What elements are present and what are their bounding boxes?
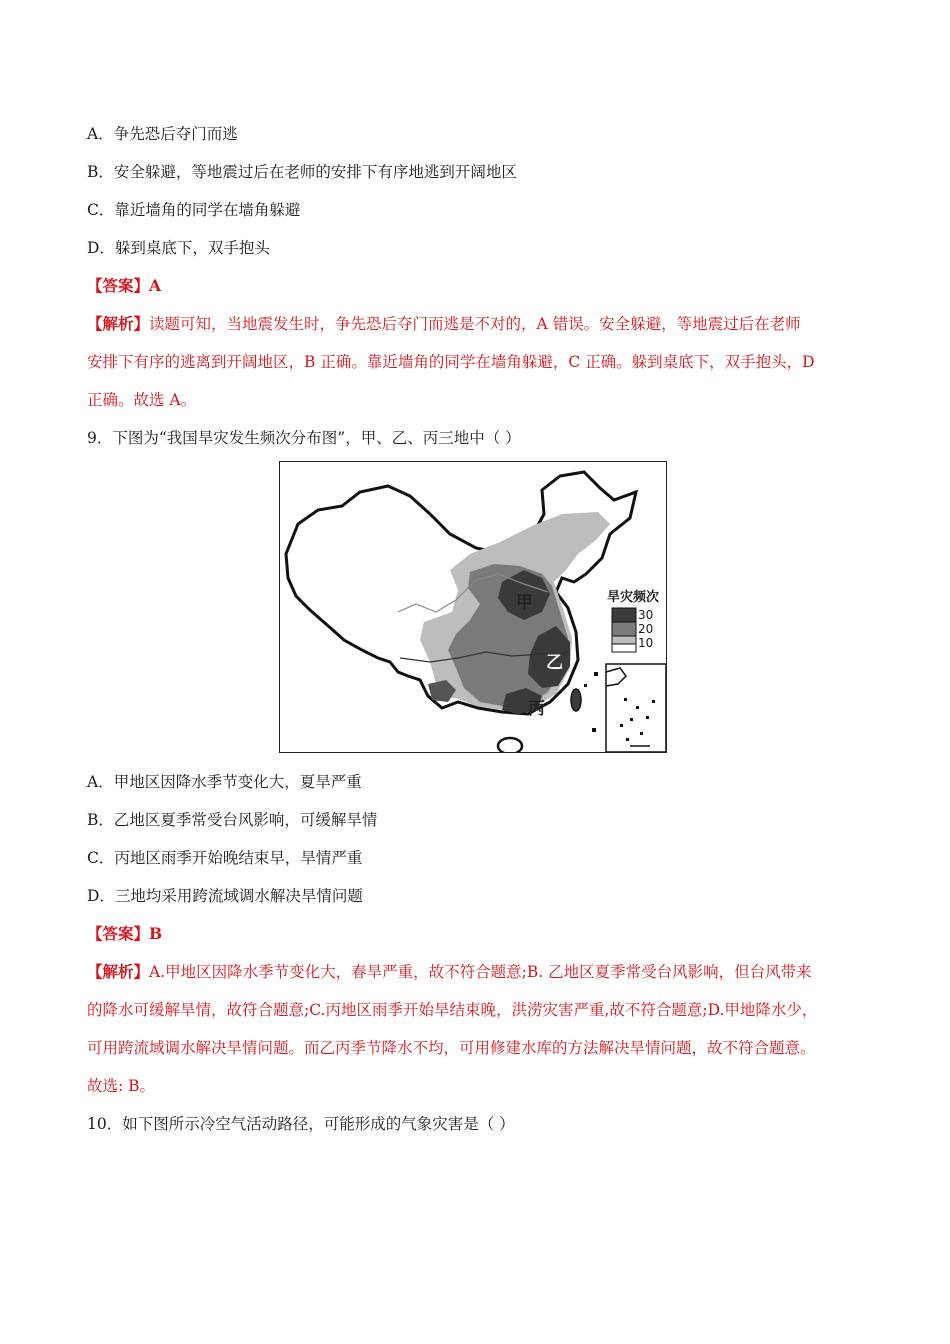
legend-value-30: 30 (638, 608, 654, 622)
q8-option-c: C．靠近墙角的同学在墙角躲避 (87, 201, 301, 219)
taiwan-island (571, 689, 581, 711)
map-label-jia: 甲 (516, 593, 533, 613)
china-map-graphic (280, 462, 666, 752)
legend-box-15 (612, 636, 636, 644)
q9-analysis-line-2: 的降水可缓解旱情，故符合题意;C.丙地区雨季开始旱结束晚，洪涝灾害严重,故不符合题意;D.甲地降水少， (87, 1001, 818, 1019)
q9-analysis-label: 【解析】 (87, 962, 150, 981)
legend-box-30 (612, 608, 636, 622)
outer-islands (584, 672, 598, 732)
q8-analysis-label: 【解析】 (87, 314, 150, 333)
q9-option-d: D．三地均采用跨流域调水解决旱情问题 (87, 887, 363, 905)
q8-answer (87, 274, 161, 296)
legend-box-10 (612, 644, 636, 652)
q9-answer-value: B (149, 924, 163, 943)
drought-frequency-map (279, 461, 667, 753)
hainan-island (498, 738, 522, 752)
q8-answer-value: A (149, 276, 162, 295)
q9-analysis-line-3: 可用跨流域调水解决旱情问题。而乙丙季节降水不均，可用修建水库的方法解决旱情问题，故不符合题意。 (87, 1039, 816, 1057)
q9-option-b: B．乙地区夏季常受台风影响，可缓解旱情 (87, 811, 378, 829)
q8-option-b: B．安全躲避，等地震过后在老师的安排下有序地逃到开阔地区 (87, 163, 517, 181)
q8-option-d: D．躲到桌底下，双手抱头 (87, 239, 270, 257)
q8-answer-label: 【答案】 (87, 276, 150, 295)
q9-stem: 9．下图为“我国旱灾发生频次分布图”，甲、乙、丙三地中（ ） (87, 429, 521, 447)
q8-analysis-line-3: 正确。故选 A。 (87, 391, 197, 409)
q10-stem: 10．如下图所示冷空气活动路径，可能形成的气象灾害是（ ） (87, 1115, 515, 1133)
legend-box-20 (612, 622, 636, 636)
legend-title: 旱灾频次 (607, 590, 660, 605)
q9-analysis-line-4: 故选: B。 (87, 1077, 156, 1095)
q8-analysis-line-1: 【解析】读题可知，当地震发生时，争先恐后夺门而逃是不对的，A 错误。安全躲避，等地震过后在老师 (87, 314, 801, 333)
legend-value-20: 20 (638, 622, 654, 636)
q9-analysis-line-1: 【解析】A.甲地区因降水季节变化大，春旱严重，故不符合题意;B. 乙地区夏季常受台风影响，但台风带来 (87, 962, 812, 981)
q8-option-a: A．争先恐后夺门而逃 (87, 125, 238, 143)
q9-option-c: C．丙地区雨季开始晚结束早，旱情严重 (87, 849, 363, 867)
map-label-bing: 丙 (528, 699, 545, 719)
legend-value-10: 10 (638, 636, 654, 650)
q9-answer (87, 922, 162, 944)
map-label-yi: 乙 (546, 653, 563, 673)
q9-option-a: A．甲地区因降水季节变化大，夏旱严重 (87, 773, 362, 791)
q8-analysis-line-2: 安排下有序的逃离到开阔地区，B 正确。靠近墙角的同学在墙角躲避，C 正确。躲到桌底下，双手抱头，D (87, 353, 815, 371)
q9-answer-label: 【答案】 (87, 924, 150, 943)
